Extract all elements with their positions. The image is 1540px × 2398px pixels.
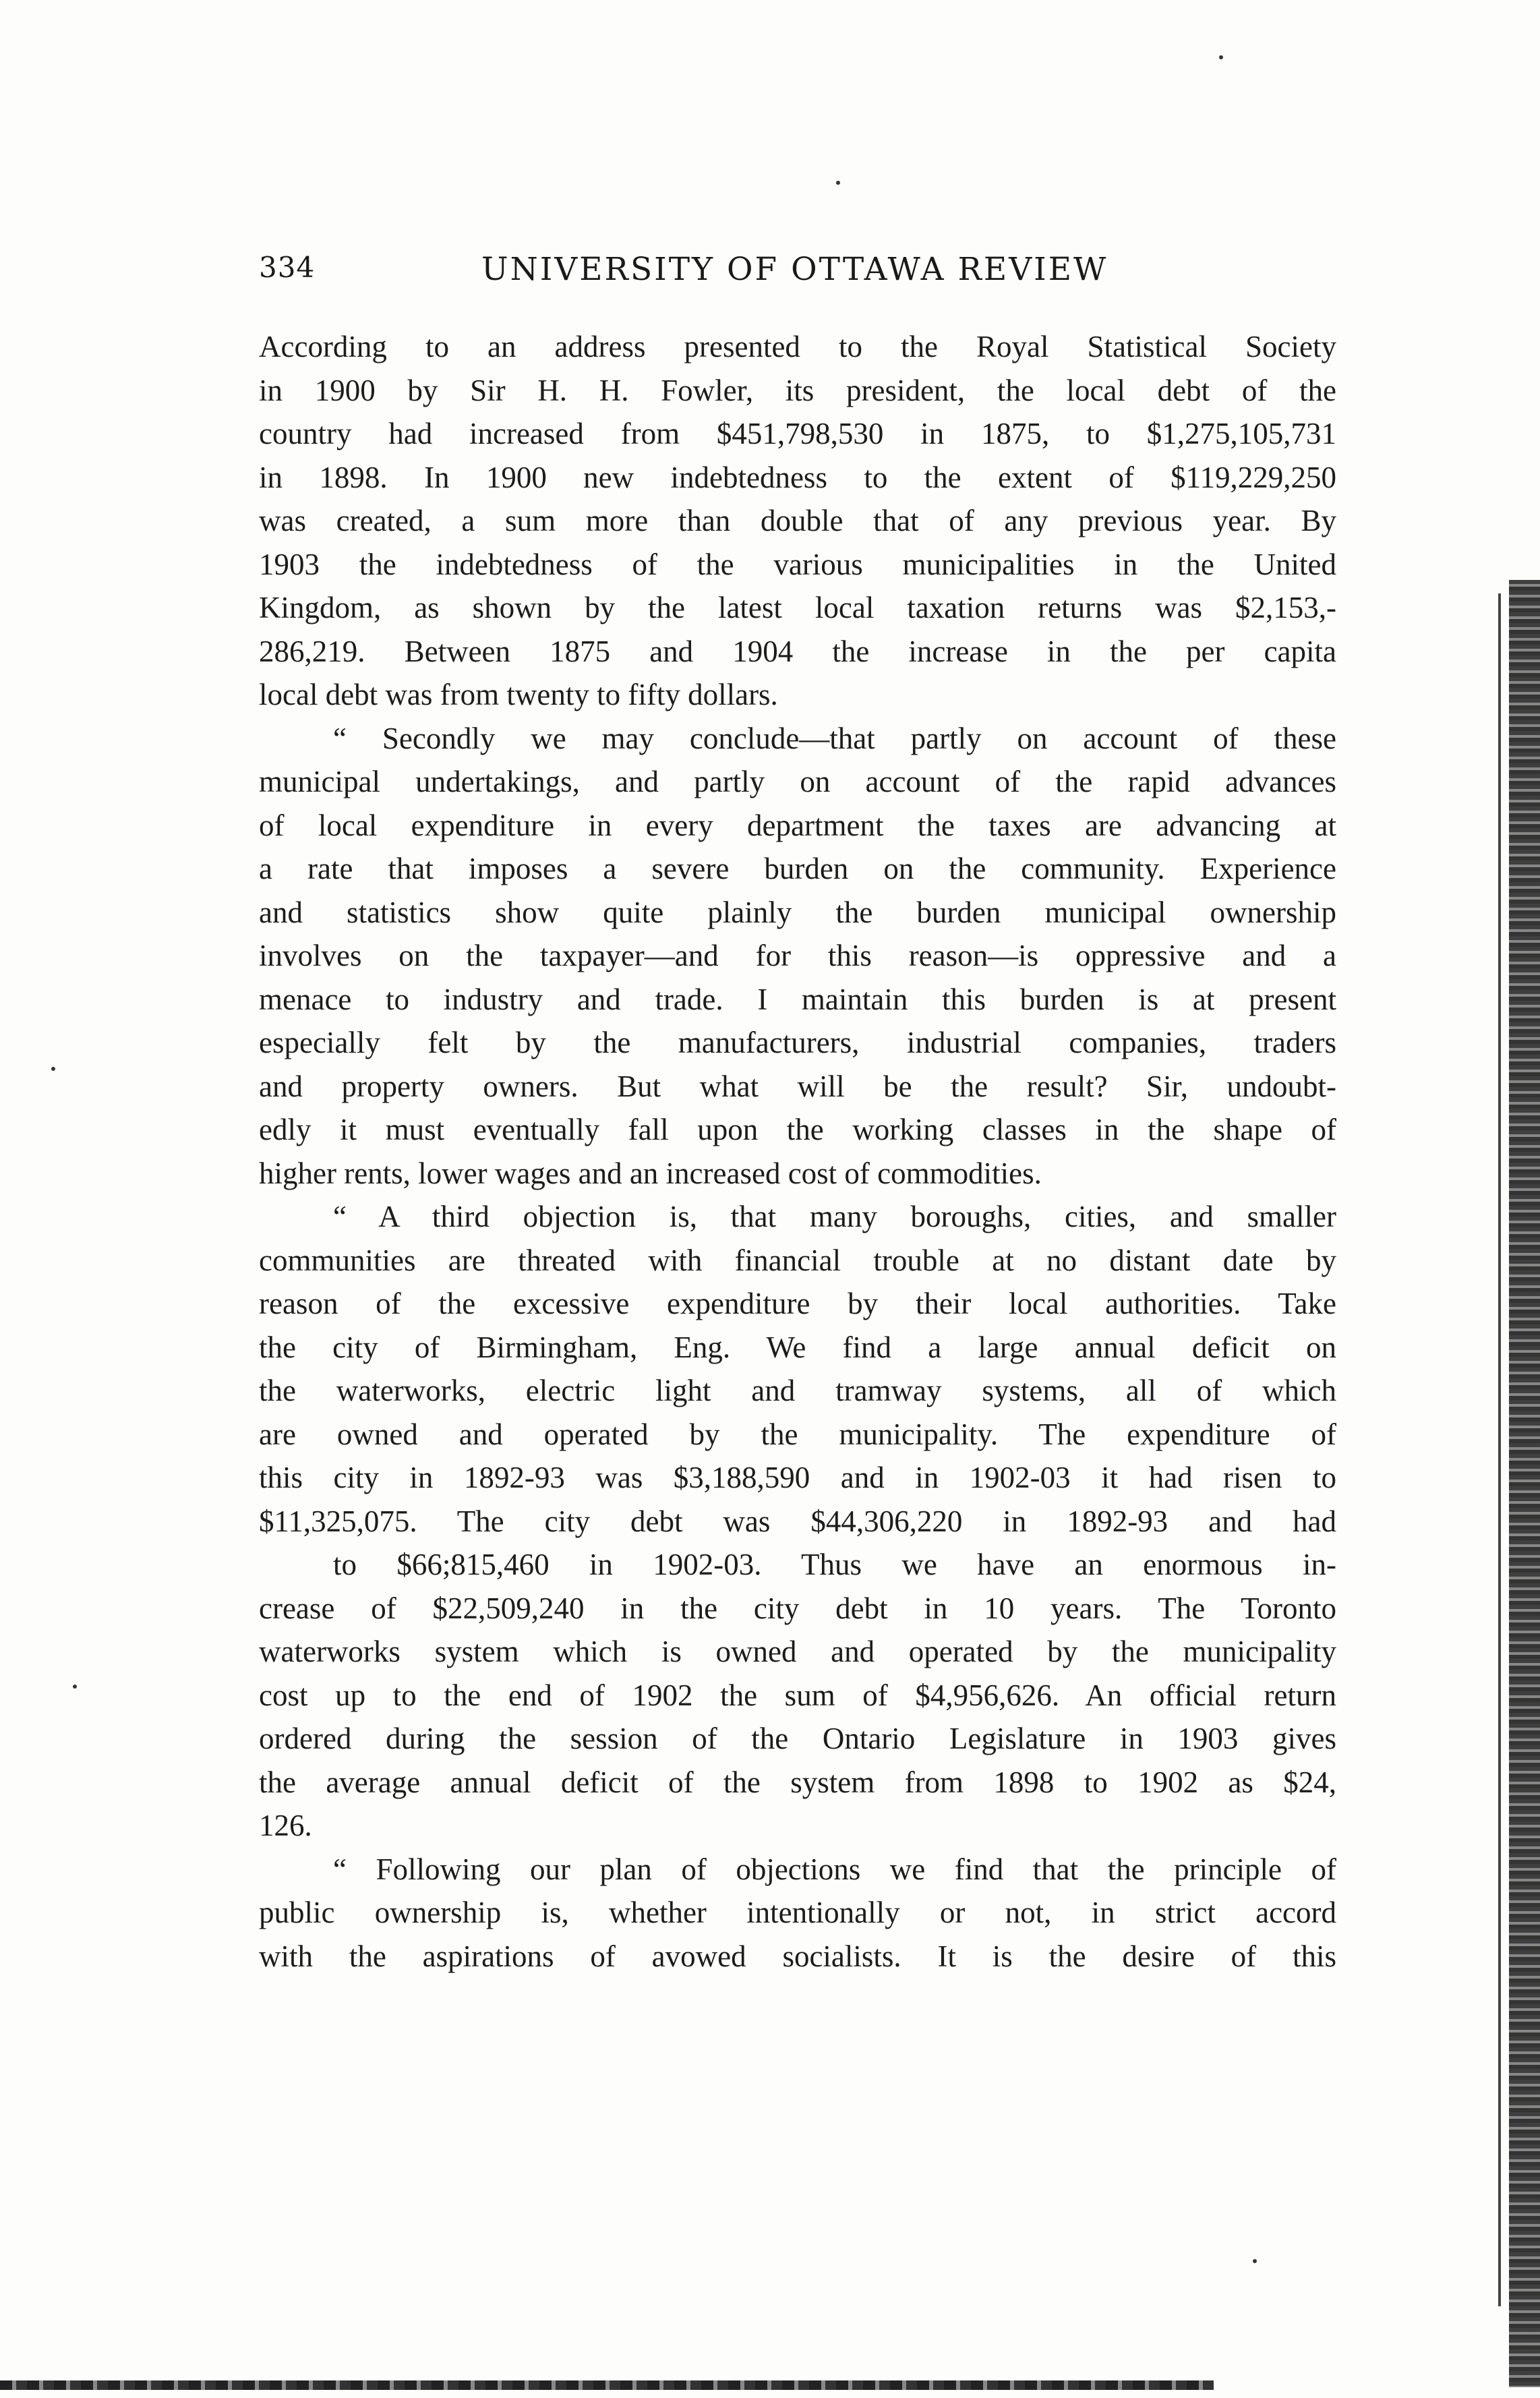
text-line: this city in 1892-93 was $3,188,590 and in 1902-03 it had risen to: [259, 1461, 1336, 1494]
text-line: in 1900 by Sir H. H. Fowler, its president, the local debt of the: [259, 373, 1336, 407]
text-line: cost up to the end of 1902 the sum of $4,956,626. An official return: [259, 1678, 1336, 1712]
text-line: $11,325,075. The city debt was $44,306,220 in 1892-93 and had: [259, 1504, 1336, 1538]
text-line: 1903 the indebtedness of the various municipalities in the United: [259, 547, 1336, 581]
text-line: “ Secondly we may conclude—that partly on account of these: [333, 721, 1336, 755]
scan-speck: [73, 1685, 77, 1689]
text-line: a rate that imposes a severe burden on the community. Experience: [259, 852, 1336, 885]
scan-speck: [836, 181, 840, 185]
paragraph: [259, 325, 1336, 717]
scan-speck: [1253, 2259, 1257, 2263]
body-text: [259, 325, 1336, 1978]
running-head: UNIVERSITY OF OTTAWA REVIEW: [481, 251, 1108, 288]
text-line: “ A third objection is, that many boroughs, cities, and smaller: [333, 1200, 1336, 1233]
text-line: and property owners. But what will be the result? Sir, undoubt-: [259, 1069, 1336, 1103]
text-line: Kingdom, as shown by the latest local taxation returns was $2,153,-: [259, 591, 1336, 624]
scan-bottom-edge: [0, 2380, 1214, 2390]
text-line: and statistics show quite plainly the burden municipal ownership: [259, 895, 1336, 929]
paragraph: [259, 717, 1336, 1196]
text-line: local debt was from twenty to fifty dollars.: [259, 678, 778, 711]
text-line: of local expenditure in every department the taxes are advancing at: [259, 808, 1336, 842]
paragraph: [259, 1195, 1336, 1848]
text-line: with the aspirations of avowed socialists. It is the desire of this: [259, 1939, 1336, 1973]
scan-speck: [51, 1067, 55, 1071]
text-line: the average annual deficit of the system from 1898 to 1902 as $24,: [259, 1765, 1336, 1799]
text-line: waterworks system which is owned and operated by the municipality: [259, 1635, 1336, 1668]
page-number: 334: [259, 251, 316, 284]
text-line: 126.: [259, 1809, 312, 1842]
text-line: in 1898. In 1900 new indebtedness to the extent of $119,229,250: [259, 460, 1336, 494]
text-line: According to an address presented to the Royal Statistical Society: [259, 330, 1336, 363]
text-line: involves on the taxpayer—and for this reason—is oppressive and a: [259, 939, 1336, 972]
text-line: country had increased from $451,798,530 in 1875, to $1,275,105,731: [259, 417, 1336, 450]
text-line: edly it must eventually fall upon the working classes in the shape of: [259, 1113, 1336, 1146]
text-line: ordered during the session of the Ontario Legislature in 1903 gives: [259, 1722, 1336, 1755]
scan-edge-line: [1498, 593, 1501, 2306]
text-line: to $66;815,460 in 1902-03. Thus we have an enormous in-: [333, 1548, 1336, 1581]
text-line: the waterworks, electric light and tramway systems, all of which: [259, 1374, 1336, 1407]
scan-edge-shadow: [1509, 580, 1540, 2387]
text-line: reason of the excessive expenditure by their local authorities. Take: [259, 1287, 1336, 1320]
text-line: was created, a sum more than double that of any previous year. By: [259, 504, 1336, 537]
text-line: the city of Birmingham, Eng. We find a large annual deficit on: [259, 1330, 1336, 1364]
page-header: [259, 251, 1338, 305]
scan-speck: [1219, 55, 1223, 59]
text-line: are owned and operated by the municipality. The expenditure of: [259, 1417, 1336, 1451]
text-line: “ Following our plan of objections we find that the principle of: [333, 1852, 1336, 1886]
text-line: 286,219. Between 1875 and 1904 the increase in the per capita: [259, 634, 1336, 668]
text-line: higher rents, lower wages and an increased cost of commodities.: [259, 1156, 1042, 1190]
text-line: menace to industry and trade. I maintain this burden is at present: [259, 982, 1336, 1016]
text-line: communities are threated with financial trouble at no distant date by: [259, 1243, 1336, 1277]
text-line: crease of $22,509,240 in the city debt in 10 years. The Toronto: [259, 1591, 1336, 1625]
text-line: municipal undertakings, and partly on account of the rapid advances: [259, 765, 1336, 798]
text-line: especially felt by the manufacturers, industrial companies, traders: [259, 1026, 1336, 1059]
text-line: public ownership is, whether intentionally or not, in strict accord: [259, 1896, 1336, 1929]
paragraph: [259, 1848, 1336, 1979]
